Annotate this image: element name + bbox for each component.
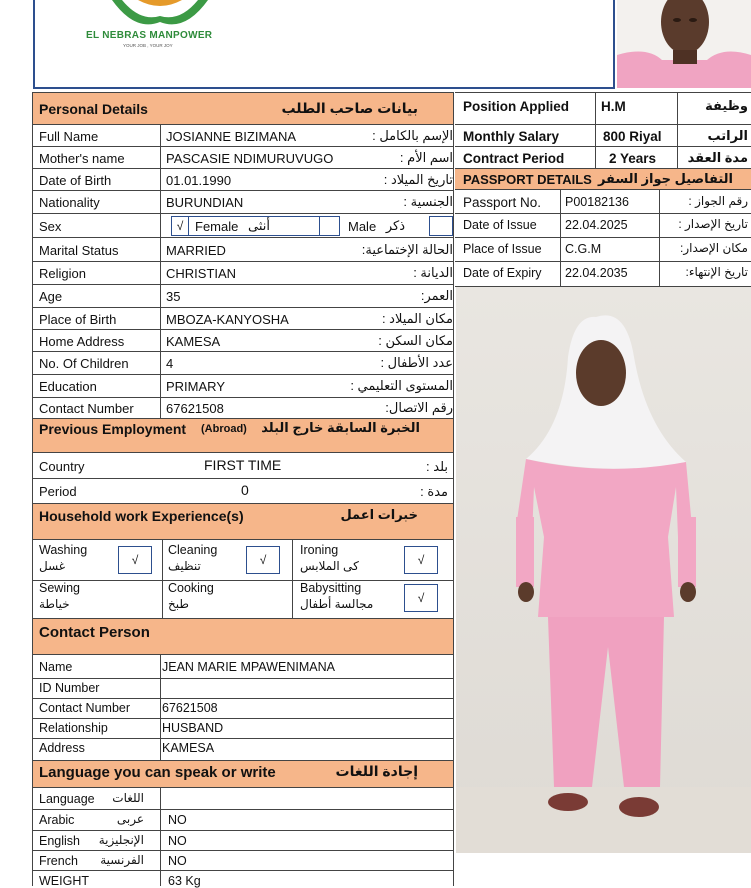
contact-label-1: ID Number	[39, 681, 100, 695]
household-item-ar-2: كى الملابس	[300, 559, 359, 573]
household-checkbox-5[interactable]: √	[404, 584, 438, 612]
personal-value-9: KAMESA	[166, 334, 221, 349]
language-row-divider	[33, 850, 453, 851]
personal-row-divider	[33, 146, 453, 147]
contact-header: Contact Person	[39, 624, 150, 641]
contact-label-3: Relationship	[39, 721, 108, 735]
household-col-divider	[292, 540, 293, 618]
personal-value-5: MARRIED	[166, 243, 226, 258]
passport-header-ar: التفاصيل جواز السفر	[597, 171, 733, 186]
employment-label-1: Period	[39, 484, 77, 499]
personal-value-2: 01.01.1990	[166, 173, 232, 188]
personal-value-3: BURUNDIAN	[166, 195, 244, 210]
personal-row-divider	[33, 307, 453, 308]
position-label-1: Monthly Salary	[463, 129, 560, 144]
passport-label-3: Date of Expiry	[463, 266, 542, 280]
language-value-3: NO	[168, 854, 187, 868]
personal-row-divider	[33, 168, 453, 169]
language-value-2: NO	[168, 834, 187, 848]
personal-label-8: Place of Birth	[39, 312, 117, 327]
household-col-divider	[162, 540, 163, 618]
personal-value-8: MBOZA-KANYOSHA	[166, 312, 289, 327]
personal-label-ar-3: الجنسية :	[403, 194, 453, 209]
language-row-divider	[33, 809, 453, 810]
position-row-divider	[455, 168, 751, 169]
passport-label-ar-0: رقم الجواز :	[688, 194, 748, 208]
personal-label-12: Contact Number	[39, 401, 134, 416]
contact-label-2: Contact Number	[39, 701, 131, 715]
household-checkbox-2[interactable]: √	[404, 546, 438, 574]
personal-value-11: PRIMARY	[166, 379, 225, 394]
language-value-1: NO	[168, 813, 187, 827]
personal-value-0: JOSIANNE BIZIMANA	[166, 129, 297, 144]
household-item-ar-5: مجالسة أطفال	[300, 597, 374, 611]
logo-tagline: YOUR JOB , YOUR JOY	[123, 43, 173, 48]
contact-value-2: 67621508	[162, 701, 218, 715]
male-label: Male	[348, 219, 377, 234]
position-value-1: 800 Riyal	[603, 129, 662, 144]
personal-label-10: No. Of Children	[39, 356, 129, 371]
passport-row-divider	[455, 286, 751, 287]
personal-label-9: Home Address	[39, 334, 125, 349]
passport-row-divider	[455, 261, 751, 262]
personal-row-divider	[33, 190, 453, 191]
passport-value-1: 22.04.2025	[565, 218, 628, 232]
personal-label-ar-1: اسم الأم :	[399, 150, 453, 165]
position-row-divider	[455, 146, 751, 147]
passport-row-divider	[455, 237, 751, 238]
passport-label-ar-1: تاريخ الإصدار :	[678, 217, 748, 231]
contact-label-0: Name	[39, 660, 73, 674]
personal-label-ar-12: رقم الاتصال:	[385, 400, 453, 415]
employment-label-0: Country	[39, 459, 85, 474]
personal-label-ar-8: مكان الميلاد :	[381, 311, 453, 326]
position-label-2: Contract Period	[463, 151, 565, 166]
contact-row-divider	[33, 738, 453, 739]
personal-label-6: Religion	[39, 266, 86, 281]
passport-row-divider	[455, 213, 751, 214]
personal-label-ar-9: مكان السكن :	[378, 333, 453, 348]
employment-label-ar-1: مدة :	[420, 484, 448, 499]
full-body-photo	[456, 287, 751, 853]
logo-name: EL NEBRAS MANPOWER	[86, 30, 213, 41]
employment-header-en: Previous Employment	[39, 421, 187, 437]
employment-label-ar-0: بلد :	[426, 459, 448, 474]
language-label-ar-0: اللغات	[112, 791, 144, 805]
language-label-2: English	[39, 834, 80, 848]
household-item-0: Washing	[39, 543, 88, 557]
language-label-4: WEIGHT	[39, 874, 89, 888]
household-item-ar-0: غسل	[39, 559, 66, 573]
male-checkbox[interactable]	[429, 216, 453, 236]
personal-value-10: 4	[166, 356, 174, 371]
personal-label-0: Full Name	[39, 129, 99, 144]
personal-value-12: 67621508	[166, 401, 224, 416]
language-label-0: Language	[39, 792, 95, 806]
passport-col-divider	[560, 190, 561, 286]
position-row-divider	[455, 124, 751, 125]
female-checkbox[interactable]: √	[171, 216, 189, 236]
passport-value-3: 22.04.2035	[565, 266, 628, 280]
household-item-ar-4: طبخ	[168, 597, 189, 611]
passport-label-0: Passport No.	[463, 195, 542, 210]
personal-label-2: Date of Birth	[39, 173, 112, 188]
household-header-en: Household work Experience(s)	[39, 508, 244, 524]
personal-label-11: Education	[39, 379, 97, 394]
employment-header-ar: الخبرة السابقة خارج البلد	[261, 420, 420, 435]
personal-label-7: Age	[39, 289, 63, 304]
employment-value-0: FIRST TIME	[204, 457, 282, 473]
personal-row-divider	[33, 418, 453, 419]
personal-label-ar-2: تاريخ الميلاد :	[383, 172, 453, 187]
household-item-ar-3: خياطة	[39, 597, 70, 611]
language-col-divider	[160, 788, 161, 886]
personal-value-6: CHRISTIAN	[166, 266, 237, 281]
personal-row-divider	[33, 284, 453, 285]
personal-label-ar-7: العمر:	[420, 288, 453, 303]
personal-value-7: 35	[166, 289, 181, 304]
passport-label-ar-2: مكان الإصدار:	[680, 241, 748, 255]
personal-value-1: PASCASIE NDIMURUVUGO	[166, 151, 334, 166]
position-col-divider	[595, 92, 596, 168]
personal-row-divider	[33, 351, 453, 352]
personal-label-ar-5: الحالة الإختماعية:	[361, 242, 453, 257]
sex-box-frame	[189, 216, 340, 236]
position-label-ar-1: الراتب	[707, 128, 748, 143]
contact-value-3: HUSBAND	[162, 721, 224, 735]
household-item-3: Sewing	[39, 581, 80, 595]
personal-header-en: Personal Details	[39, 101, 148, 117]
passport-label-2: Place of Issue	[463, 242, 542, 256]
personal-row-divider	[33, 374, 453, 375]
personal-row-divider	[33, 213, 453, 214]
household-item-2: Ironing	[300, 543, 339, 557]
language-label-ar-2: الإنجليزية	[98, 833, 144, 847]
household-item-1: Cleaning	[168, 543, 218, 557]
household-row-divider	[33, 580, 453, 581]
passport-header-en: PASSPORT DETAILS	[463, 172, 592, 187]
headshot-photo	[617, 0, 751, 88]
personal-label-5: Marital Status	[39, 243, 119, 258]
household-item-5: Babysitting	[300, 581, 362, 595]
contact-row-divider	[33, 718, 453, 719]
position-top-border	[455, 92, 751, 93]
language-header-ar: إجادة اللغات	[335, 763, 418, 779]
contact-label-4: Address	[39, 741, 85, 755]
passport-value-2: C.G.M	[565, 242, 602, 256]
personal-label-ar-10: عدد الأطفال :	[380, 355, 453, 370]
personal-label-4: Sex	[39, 219, 62, 234]
position-value-2: 2 Years	[609, 151, 657, 166]
contact-col-divider	[160, 655, 161, 760]
passport-value-0: P00182136	[565, 195, 629, 209]
language-value-4: 63 Kg	[168, 874, 201, 888]
language-label-ar-1: عربى	[116, 812, 144, 826]
position-label-ar-0: وظيفة	[705, 98, 748, 113]
personal-row-divider	[33, 237, 453, 238]
position-label-0: Position Applied	[463, 99, 569, 114]
personal-label-3: Nationality	[39, 195, 100, 210]
personal-label-ar-11: المستوى التعليمي :	[350, 378, 453, 393]
household-item-4: Cooking	[168, 581, 214, 595]
position-label-ar-2: مدة العقد	[687, 150, 748, 165]
personal-row-divider	[33, 261, 453, 262]
personal-label-1: Mother's name	[39, 151, 125, 166]
contact-value-4: KAMESA	[162, 741, 215, 755]
household-checkbox-0[interactable]: √	[118, 546, 152, 574]
sex-mid-box	[319, 216, 340, 236]
personal-row-divider	[33, 329, 453, 330]
passport-label-ar-3: تاريخ الإنتهاء:	[685, 265, 748, 279]
female-label: Female	[195, 219, 239, 234]
contact-row-divider	[33, 678, 453, 679]
language-row-divider	[33, 870, 453, 871]
language-label-ar-3: الفرنسية	[100, 853, 144, 867]
passport-col-divider	[659, 190, 660, 286]
contact-row-divider	[33, 760, 453, 761]
position-col-divider	[677, 92, 678, 168]
personal-header-ar: بيانات صاحب الطلب	[281, 100, 418, 116]
household-checkbox-1[interactable]: √	[246, 546, 280, 574]
passport-label-1: Date of Issue	[463, 218, 537, 232]
position-value-0: H.M	[601, 99, 626, 114]
contact-value-0: JEAN MARIE MPAWENIMANA	[162, 660, 335, 674]
language-label-3: French	[39, 854, 78, 868]
female-label-ar: أنثى	[248, 218, 270, 233]
household-header-ar: خبرات اعمل	[340, 507, 418, 522]
male-label-ar: ذكر	[385, 218, 405, 233]
employment-row-divider	[33, 478, 453, 479]
employment-header-sub: (Abroad)	[201, 423, 247, 435]
language-label-1: Arabic	[39, 813, 75, 827]
household-item-ar-1: تنظيف	[168, 559, 201, 573]
language-row-divider	[33, 830, 453, 831]
personal-row-divider	[33, 397, 453, 398]
personal-label-ar-6: الديانة :	[413, 265, 453, 280]
employment-value-1: 0	[241, 482, 249, 498]
personal-label-ar-0: الإسم بالكامل :	[372, 128, 453, 143]
contact-row-divider	[33, 698, 453, 699]
language-header-en: Language you can speak or write	[39, 764, 276, 781]
